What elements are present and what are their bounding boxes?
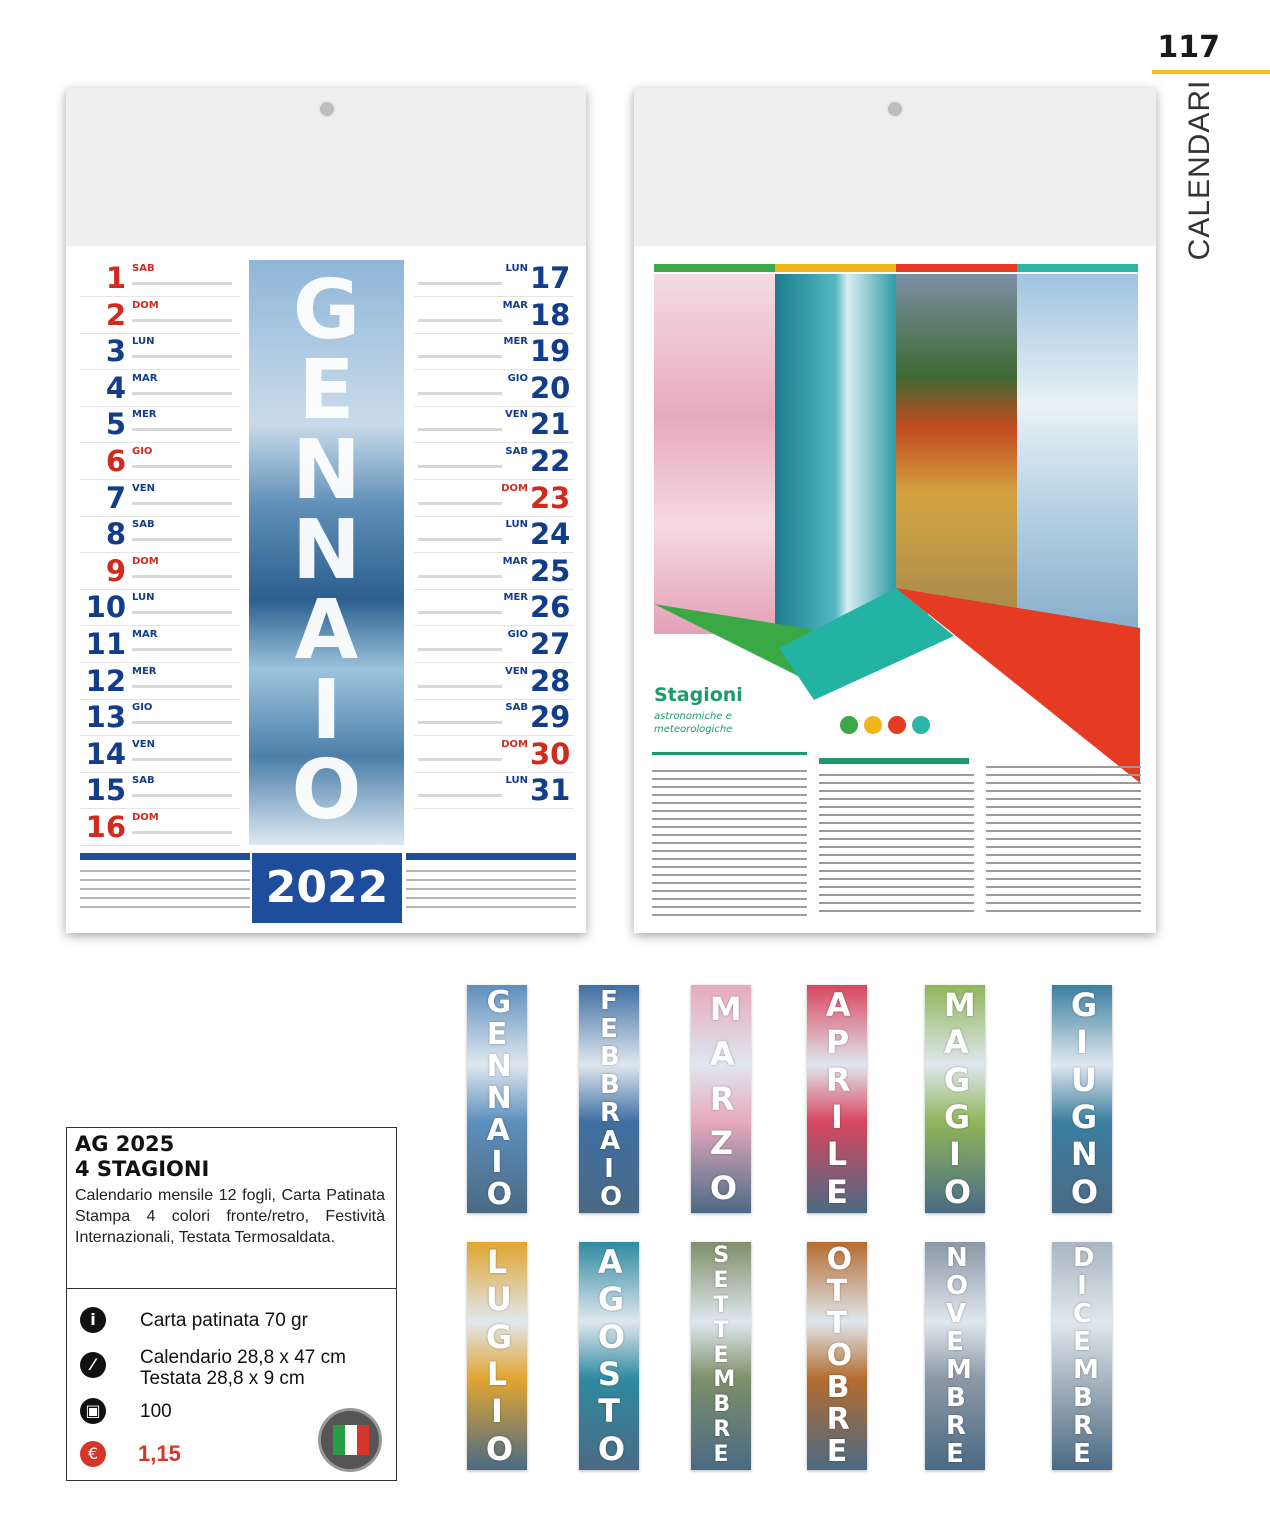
day-name: DOM: [132, 555, 159, 567]
month-photo: [249, 260, 404, 845]
month-letter: N: [292, 423, 361, 518]
section-title-text: CALENDARI: [1183, 79, 1216, 261]
day-name: SAB: [132, 775, 155, 787]
saint-text: [132, 538, 232, 541]
day-name: LUN: [132, 336, 155, 348]
product-name: 4 STAGIONI: [75, 1157, 210, 1181]
saint-text: [418, 611, 502, 614]
saint-text: [132, 794, 232, 797]
day-name: VEN: [132, 738, 155, 750]
day-name: GIO: [132, 446, 153, 457]
saint-text: [132, 392, 232, 395]
product-description: Calendario mensile 12 fogli, Carta Patinata Stampa 4 colori fronte/retro, Festività Internazionali, Testata Termosaldata.: [75, 1187, 385, 1246]
day-number: 1: [105, 261, 126, 295]
year-box: 2022: [252, 853, 402, 923]
month-strip-name: FEBBRAIO: [599, 986, 623, 1212]
day-row: [80, 406, 240, 443]
month-strip: [691, 1242, 751, 1470]
page-number: 117: [1157, 30, 1220, 65]
day-number: 30: [530, 736, 571, 771]
saint-text: [132, 319, 232, 322]
day-row: [414, 736, 574, 773]
day-name: LUN: [505, 775, 528, 787]
season-dot-icon: [912, 716, 930, 734]
saint-text: [132, 611, 232, 614]
day-name: SAB: [505, 702, 528, 714]
day-name: SAB: [132, 519, 155, 531]
day-number: 15: [85, 773, 126, 808]
month-strip-name: AGOSTO: [597, 1243, 626, 1468]
day-row: [414, 443, 574, 480]
quantity-spec: 100: [140, 1401, 172, 1422]
seasons-subtitle: astronomiche e meteorologiche: [654, 711, 733, 735]
saint-text: [418, 758, 502, 761]
season-dot-icon: [864, 716, 882, 734]
day-row: [414, 333, 574, 370]
month-strip-name: OTTOBRE: [826, 1242, 853, 1469]
day-name: SAB: [132, 263, 155, 274]
saint-text: [418, 685, 502, 688]
flag-red: [357, 1425, 369, 1455]
month-strip: [691, 985, 751, 1213]
month-strip-name: MARZO: [709, 990, 742, 1208]
day-row: [414, 699, 574, 736]
day-number: 3: [105, 334, 126, 369]
info-icon: i: [80, 1307, 106, 1333]
page-rule: [1152, 70, 1270, 74]
day-name: MAR: [132, 372, 158, 384]
saint-text: [132, 648, 232, 651]
text-column-2-heading: [819, 758, 969, 764]
day-number: 27: [530, 627, 571, 661]
day-row: [80, 553, 240, 590]
saint-text: [132, 428, 232, 431]
day-row: [80, 370, 240, 407]
red-triangle: [896, 588, 1140, 783]
day-name: SAB: [505, 446, 528, 457]
day-name: LUN: [505, 519, 528, 531]
day-row: [80, 736, 240, 773]
mini-calendar-next: [406, 863, 576, 911]
month-strip-name: GENNAIO: [486, 985, 513, 1212]
day-row: [414, 516, 574, 553]
saint-text: [132, 575, 232, 578]
month-strip: [925, 985, 985, 1213]
saint-text: [418, 648, 502, 651]
day-row: [80, 809, 240, 846]
day-row: [80, 333, 240, 370]
day-row: [80, 260, 240, 297]
day-row: [414, 626, 574, 663]
month-strip: [1052, 985, 1112, 1213]
day-number: 21: [530, 407, 571, 442]
month-letter: E: [298, 343, 355, 438]
month-strip-name: SETTEMBRE: [713, 1243, 736, 1468]
day-name: MER: [503, 336, 528, 348]
saint-text: [132, 758, 232, 761]
day-number: 28: [530, 663, 571, 698]
month-strip: [579, 985, 639, 1213]
mini-calendar-prev-header: [80, 853, 250, 860]
saint-text: [132, 831, 232, 834]
day-number: 12: [85, 663, 126, 698]
day-name: VEN: [132, 482, 155, 494]
month-strip-name: DICEMBRE: [1072, 1243, 1099, 1469]
day-number: 2: [105, 297, 126, 332]
day-number: 22: [530, 444, 571, 478]
day-number: 14: [85, 736, 126, 771]
day-number: 19: [530, 334, 571, 369]
day-row: [414, 663, 574, 700]
month-letter: A: [294, 583, 359, 678]
day-name: GIO: [507, 629, 528, 640]
day-row: [414, 297, 574, 334]
day-name: VEN: [505, 409, 528, 421]
saint-text: [132, 721, 232, 724]
text-column-1: [652, 764, 807, 916]
day-name: DOM: [501, 482, 528, 494]
day-number: 17: [530, 261, 571, 295]
month-strip: [467, 985, 527, 1213]
header-size-spec: Testata 28,8 x 9 cm: [140, 1368, 305, 1389]
saint-text: [132, 502, 232, 505]
day-number: 24: [530, 517, 571, 552]
back-calendar-sheet: [634, 88, 1156, 933]
day-name: DOM: [132, 812, 159, 823]
month-strip-name: APRILE: [825, 986, 851, 1211]
month-strip-name: NOVEMBRE: [945, 1243, 972, 1469]
month-strip-name: GIUGNO: [1070, 986, 1099, 1211]
day-number: 16: [85, 810, 126, 844]
day-row: [80, 297, 240, 334]
month-letter: N: [292, 503, 361, 598]
seasons-title: Stagioni: [654, 684, 743, 706]
paper-spec: Carta patinata 70 gr: [140, 1310, 308, 1331]
day-row: [414, 589, 574, 626]
month-strip: [807, 985, 867, 1213]
mini-calendar-prev: [80, 863, 250, 911]
seasons-title-rule: [652, 752, 807, 755]
day-row: [80, 516, 240, 553]
mini-calendar-next-header: [406, 853, 576, 860]
hanging-hole: [318, 100, 336, 118]
day-row: [80, 699, 240, 736]
saint-text: [418, 465, 502, 468]
month-strip: [579, 1242, 639, 1470]
product-code: AG 2025: [75, 1132, 175, 1156]
day-name: GIO: [507, 372, 528, 384]
month-letter: G: [292, 263, 361, 358]
day-name: MER: [132, 665, 157, 677]
saint-text: [418, 721, 502, 724]
day-number: 20: [530, 370, 571, 405]
day-row: [414, 406, 574, 443]
day-row: [414, 370, 574, 407]
day-row: [414, 260, 574, 297]
saint-text: [418, 575, 502, 578]
day-number: 18: [530, 297, 571, 332]
month-letter: O: [291, 743, 362, 838]
month-strip: [807, 1242, 867, 1470]
month-letter: I: [311, 663, 342, 758]
month-strip: [925, 1242, 985, 1470]
made-in-italy-badge: [318, 1408, 382, 1472]
day-row: [80, 772, 240, 809]
day-row: [414, 772, 574, 809]
flag-white: [345, 1425, 357, 1455]
month-strip: [1052, 1242, 1112, 1470]
month-strip-name: MAGGIO: [943, 986, 976, 1211]
calendar-size-spec: Calendario 28,8 x 47 cm: [140, 1347, 346, 1368]
day-number: 25: [530, 553, 571, 588]
saint-text: [418, 392, 502, 395]
product-box-divider: [66, 1288, 396, 1289]
day-number: 4: [105, 370, 126, 405]
day-number: 31: [530, 773, 571, 808]
saint-text: [418, 428, 502, 431]
day-name: DOM: [501, 738, 528, 750]
day-row: [80, 626, 240, 663]
day-number: 11: [85, 627, 126, 661]
day-row: [414, 480, 574, 517]
box-icon: ▣: [80, 1398, 106, 1424]
day-row: [414, 553, 574, 590]
text-column-3: [986, 760, 1141, 916]
day-number: 23: [530, 480, 571, 515]
saint-text: [132, 465, 232, 468]
text-column-2: [819, 768, 974, 916]
day-name: DOM: [132, 299, 159, 311]
saint-text: [418, 502, 502, 505]
price: 1,15: [138, 1441, 181, 1466]
flag-green: [333, 1425, 345, 1455]
front-calendar-sheet: [66, 88, 586, 933]
saint-text: [418, 319, 502, 322]
day-name: MER: [503, 592, 528, 604]
day-number: 10: [85, 590, 126, 625]
season-dot-icon: [840, 716, 858, 734]
month-strip: [467, 1242, 527, 1470]
day-name: LUN: [132, 592, 155, 604]
saint-text: [418, 282, 502, 285]
day-row: [80, 443, 240, 480]
day-number: 9: [105, 553, 126, 588]
day-row: [80, 589, 240, 626]
day-row: [80, 480, 240, 517]
day-number: 26: [530, 590, 571, 625]
saint-text: [418, 794, 502, 797]
saint-text: [418, 355, 502, 358]
day-number: 7: [105, 480, 126, 515]
day-name: VEN: [505, 665, 528, 677]
saint-text: [132, 355, 232, 358]
day-number: 29: [530, 700, 571, 735]
day-name: MAR: [502, 555, 528, 567]
day-name: MER: [132, 409, 157, 421]
euro-icon: €: [80, 1441, 106, 1467]
section-title: [1170, 80, 1230, 260]
day-name: LUN: [505, 263, 528, 274]
saint-text: [132, 282, 232, 285]
saint-text: [418, 538, 502, 541]
day-name: MAR: [502, 299, 528, 311]
month-strip-name: LUGLIO: [485, 1243, 514, 1468]
day-row: [80, 663, 240, 700]
day-number: 6: [105, 444, 126, 478]
day-number: 5: [105, 407, 126, 442]
day-number: 13: [85, 700, 126, 735]
size-icon: ⁄: [80, 1352, 106, 1378]
season-dot-icon: [888, 716, 906, 734]
saint-text: [132, 685, 232, 688]
day-name: GIO: [132, 702, 153, 714]
day-number: 8: [105, 517, 126, 552]
day-name: MAR: [132, 629, 158, 640]
